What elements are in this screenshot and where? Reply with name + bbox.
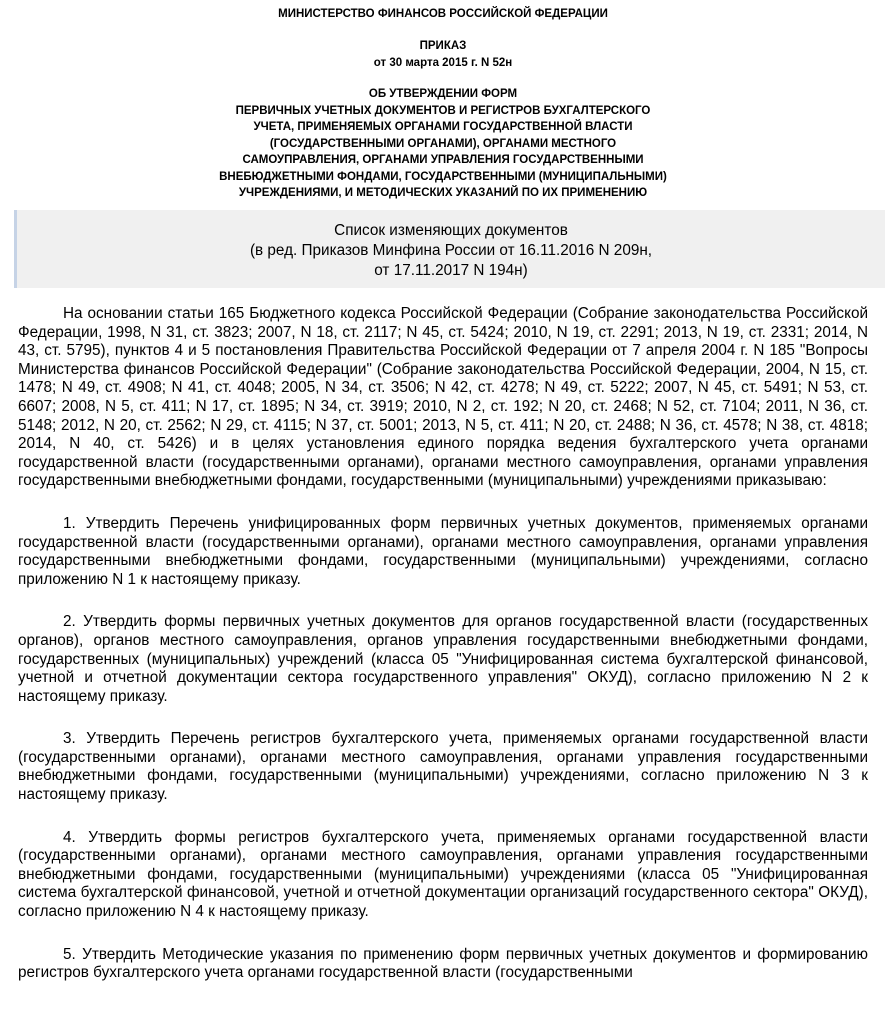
clause-2: 2. Утвердить формы первичных учетных документов для органов государственной власти (государственных органов), органов местного самоуправления, органов управления государственными внебюджетными фондами, государственных (муниципальных) учреждений (класса 05 "Унифицированная система бухгалтерской финансовой, учетной и отчетной документации сектора государственного управления" ОКУД), согласно приложению N 2 к настоящему приказу. xyxy=(18,613,868,705)
changes-box xyxy=(14,210,885,288)
order-label: ПРИКАЗ xyxy=(419,40,467,52)
clause-3: 3. Утвердить Перечень регистров бухгалтерского учета, применяемых органами государственной власти (государственными органами), органами местного самоуправления, органами управления государственными внебюджетными фондами, государственными (муниципальными) учреждениями, согласно приложению N 3 к настоящему приказу. xyxy=(18,730,868,804)
order-date: от 30 марта 2015 г. N 52н xyxy=(373,56,513,69)
changes-line-2: от 17.11.2017 N 194н) xyxy=(374,262,528,279)
clause-4: 4. Утвердить формы регистров бухгалтерского учета, применяемых органами государственной власти (государственными органами), органами местного самоуправления, органами управления государственными внебюджетными фондами, государственными (муниципальными) учреждениями (класса 05 "Унифицированная система бухгалтерской финансовой, учетной и отчетной документации организаций государственного сектора" ОКУД), согласно приложению N 4 к настоящему приказу. xyxy=(18,828,868,921)
document-title: ОБ УТВЕРЖДЕНИИ ФОРМ ПЕРВИЧНЫХ УЧЕТНЫХ ДОКУМЕНТОВ И РЕГИСТРОВ БУХГАЛТЕРСКОГО УЧЕТА, ПРИМЕНЯЕМЫХ ОРГАНАМИ ГОСУДАРСТВЕННОЙ ВЛАСТИ (ГОСУДАРСТВЕННЫМИ ОРГАНАМИ), ОРГАНАМИ МЕСТНОГО САМОУПРАВЛЕНИЯ, ОРГАНАМИ УПРАВЛЕНИЯ ГОСУДАРСТВЕННЫМИ ВНЕБЮДЖЕТНЫМИ ФОНДАМИ, ГОСУДАРСТВЕННЫМИ (МУНИЦИПАЛЬНЫМИ) УЧРЕЖДЕНИЯМИ, И МЕТОДИЧЕСКИХ УКАЗАНИЙ ПО ИХ ПРИМЕНЕНИЮ xyxy=(219,88,667,199)
document-body xyxy=(18,305,868,1007)
clause-5: 5. Утвердить Методические указания по применению форм первичных учетных документов и формированию регистров бухгалтерского учета органами государственной власти (государственными xyxy=(18,945,868,982)
ministry-heading: МИНИСТЕРСТВО ФИНАНСОВ РОССИЙСКОЙ ФЕДЕРАЦИИ xyxy=(278,8,608,20)
changes-line-1: (в ред. Приказов Минфина России от 16.11.2016 N 209н, xyxy=(249,242,653,259)
order-block xyxy=(0,38,886,71)
intro-paragraph: На основании статьи 165 Бюджетного кодекса Российской Федерации (Собрание законодательства Российской Федерации, 1998, N 31, ст. 3823; 2007, N 18, ст. 2117; N 45, ст. 5424; 2010, N 19, ст. 2291; 2013, N 19, ст. 2331; 2014, N 43, ст. 5795), пунктов 4 и 5 постановления Правительства Российской Федерации от 7 апреля 2004 г. N 185 "Вопросы Министерства финансов Российской Федерации" (Собрание законодательства Российской Федерации, 2004, N 15, ст. 1478; N 49, ст. 4908; N 41, ст. 4048; 2005, N 34, ст. 3506; N 42, ст. 4278; N 49, ст. 5222; 2007, N 45, ст. 5491; N 53, ст. 6607; 2008, N 5, ст. 411; N 17, ст. 1895; N 34, ст. 3919; 2010, N 2, ст. 192; N 20, ст. 2468; N 52, ст. 7104; 2011, N 36, ст. 5148; 2012, N 20, ст. 2562; N 29, ст. 4115; N 37, ст. 5001; 2013, N 5, ст. 411; N 20, ст. 2488; N 36, ст. 4578; N 38, ст. 4818; 2014, N 40, ст. 5426) и в целях установления единого порядка ведения бухгалтерского учета органами государственной власти (государственными органами), органами местного самоуправления, органами управления государственными внебюджетными фондами, государственными (муниципальными) учреждениями приказываю: xyxy=(18,305,868,490)
clause-1: 1. Утвердить Перечень унифицированных форм первичных учетных документов, применяемых органами государственной власти (государственными органами), органами местного самоуправления, органами управления государственными внебюджетными фондами, государственными (муниципальными) учреждениями, согласно приложению N 1 к настоящему приказу. xyxy=(18,514,868,588)
changes-heading: Список изменяющих документов xyxy=(334,222,568,239)
